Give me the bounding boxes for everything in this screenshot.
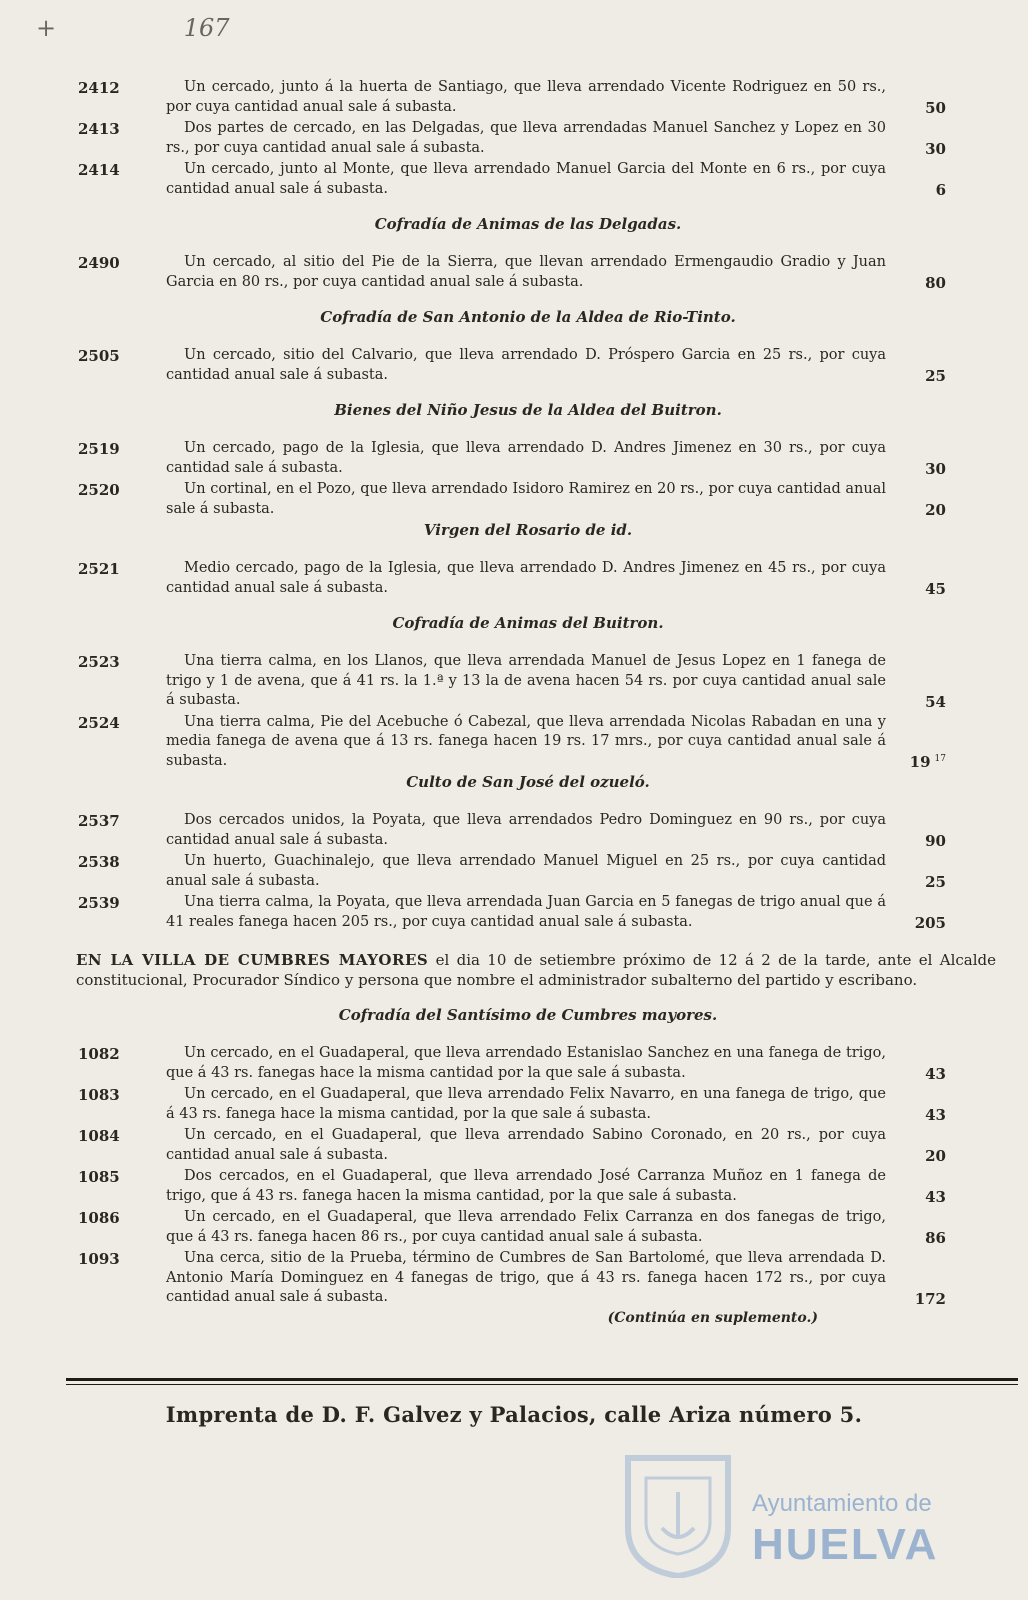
entry-amount <box>876 501 946 519</box>
amount-maravedis: 17 <box>934 754 946 764</box>
entry-amount <box>876 580 946 598</box>
entry-number: 2521 <box>78 560 120 578</box>
entry-number: 1085 <box>78 1168 120 1186</box>
footer-rule-thick <box>66 1378 1018 1381</box>
property-entry <box>78 1208 978 1247</box>
property-entry <box>78 160 978 199</box>
entry-amount <box>876 1147 946 1165</box>
entry-number: 1093 <box>78 1250 120 1268</box>
amount-value: 43 <box>925 1065 946 1083</box>
entry-description: Un cercado, al sitio del Pie de la Sierra, que llevan arrendado Ermengaudio Gradio y Juan Garcia en 80 rs., por cuya cantidad anual sale á subasta. <box>166 254 886 290</box>
property-entry <box>78 811 978 850</box>
property-entry <box>78 893 978 932</box>
property-entry <box>78 1249 978 1308</box>
amount-value: 30 <box>925 140 946 158</box>
entry-description: Una tierra calma, Pie del Acebuche ó Cabezal, que lleva arrendada Nicolas Rabadan en una y media fanega de avena que á 13 rs. fanega hacen 19 rs. 17 mrs., por cuya cantidad anual sale á subasta. <box>166 713 886 769</box>
property-entry <box>78 1044 978 1083</box>
entry-amount <box>876 1188 946 1206</box>
entry-amount <box>876 274 946 292</box>
amount-value: 43 <box>925 1106 946 1124</box>
entry-amount <box>876 693 946 711</box>
entry-description: Un cercado, sitio del Calvario, que lleva arrendado D. Próspero Garcia en 25 rs., por cuya cantidad anual sale á subasta. <box>166 347 886 383</box>
property-entry <box>78 852 978 891</box>
entry-number: 2412 <box>78 79 120 97</box>
section-heading: Bienes del Niño Jesus de la Aldea del Buitron. <box>334 401 722 419</box>
entry-number: 1082 <box>78 1045 120 1063</box>
amount-value: 205 <box>914 914 946 932</box>
entry-number: 2538 <box>78 853 120 871</box>
auction-intro-paragraph <box>76 950 996 990</box>
entry-description: Una tierra calma, en los Llanos, que lleva arrendada Manuel de Jesus Lopez en 1 fanega de trigo y 1 de avena, que á 41 rs. la 1.ª y 13 la de avena hacen 54 rs. por cuya cantidad anual sale á subasta. <box>166 653 886 708</box>
entry-number: 2413 <box>78 120 120 138</box>
listing-section-a <box>78 78 978 932</box>
entry-amount <box>876 460 946 478</box>
entry-number: 2519 <box>78 440 120 458</box>
entry-number: 2414 <box>78 161 120 179</box>
entry-description: Un cercado, en el Guadaperal, que lleva arrendado Sabino Coronado, en 20 rs., por cuya cantidad anual sale á subasta. <box>166 1127 886 1163</box>
watermark-line1: Ayuntamiento de <box>752 1490 932 1517</box>
amount-value: 19 <box>909 753 931 771</box>
amount-value: 6 <box>935 181 946 199</box>
entry-description: Un cercado, junto á la huerta de Santiago, que lleva arrendado Vicente Rodriguez en 50 rs., por cuya cantidad anual sale á subasta. <box>166 79 886 115</box>
amount-value: 172 <box>914 1289 946 1308</box>
property-entry <box>78 439 978 478</box>
entry-number: 1083 <box>78 1086 120 1104</box>
entry-number: 2537 <box>78 812 120 830</box>
entry-amount <box>876 1290 946 1308</box>
amount-value: 30 <box>925 460 946 478</box>
entry-amount <box>876 140 946 158</box>
margin-mark: + <box>36 14 57 42</box>
property-entry <box>78 78 978 117</box>
amount-value: 43 <box>925 1188 946 1206</box>
property-entry <box>78 713 978 772</box>
entry-number: 2490 <box>78 254 120 272</box>
entry-number: 2539 <box>78 894 120 912</box>
footer-rule-thin <box>66 1384 1018 1385</box>
amount-value: 20 <box>925 1147 946 1165</box>
folio-number: 167 <box>183 14 230 42</box>
watermark-line2: HUELVA <box>752 1520 939 1569</box>
property-entry <box>78 1126 978 1165</box>
entry-amount <box>876 181 946 199</box>
amount-value: 50 <box>925 99 946 117</box>
listing-section-b <box>78 1006 978 1308</box>
entry-description: Una cerca, sitio de la Prueba, término de Cumbres de San Bartolomé, que lleva arrendada D. Antonio María Dominguez en 4 fanegas de trigo, que á 43 rs. fanega hacen 172 rs., por cuya cantidad anual sale á subasta. <box>166 1250 886 1305</box>
property-entry <box>78 559 978 598</box>
amount-value: 25 <box>925 367 946 385</box>
entry-number: 1086 <box>78 1209 120 1227</box>
amount-value: 86 <box>925 1229 946 1247</box>
property-entry <box>78 480 978 519</box>
entry-description: Un cortinal, en el Pozo, que lleva arrendado Isidoro Ramirez en 20 rs., por cuya cantidad anual sale á subasta. <box>166 481 886 517</box>
property-entry <box>78 1085 978 1124</box>
section-heading: Cofradía de San Antonio de la Aldea de Rio-Tinto. <box>320 308 736 326</box>
entry-number: 2520 <box>78 481 120 499</box>
entry-amount <box>876 99 946 117</box>
amount-value: 80 <box>925 274 946 292</box>
section-heading: Virgen del Rosario de id. <box>423 521 633 539</box>
section-heading: Cofradía de Animas del Buitron. <box>392 614 664 632</box>
amount-value: 90 <box>925 832 946 850</box>
printer-imprint: Imprenta de D. F. Galvez y Palacios, calle Ariza número 5. <box>165 1402 863 1427</box>
continued-note: (Continúa en suplemento.) <box>607 1309 818 1326</box>
entry-description: Una tierra calma, la Poyata, que lleva arrendada Juan Garcia en 5 fanegas de trigo anual que á 41 reales fanega hacen 205 rs., por cuya cantidad anual sale á subasta. <box>166 894 886 930</box>
property-entry <box>78 253 978 292</box>
section-heading: Culto de San José del ozueló. <box>406 773 650 791</box>
entry-amount <box>876 367 946 385</box>
property-entry <box>78 652 978 711</box>
entry-amount <box>876 1229 946 1247</box>
listing-body <box>76 78 996 1326</box>
entry-description: Un cercado, en el Guadaperal, que lleva arrendado Estanislao Sanchez en una fanega de trigo, que á 43 rs. fanegas hace la misma cantidad por la que sale á subasta. <box>166 1045 886 1081</box>
property-entry <box>78 119 978 158</box>
entry-amount <box>876 832 946 850</box>
entry-number: 1084 <box>78 1127 120 1145</box>
intro-rest: el dia 10 de setiembre próximo de 12 á 2 de la tarde, ante el Alcalde constitucional, Procurador Síndico y persona que nombre el administrador subalterno del partido y escribano. <box>76 951 996 989</box>
margin-annotations <box>36 14 350 42</box>
property-entry <box>78 346 978 385</box>
amount-value: 54 <box>925 692 946 711</box>
section-heading: Cofradía del Santísimo de Cumbres mayores. <box>338 1006 718 1024</box>
entry-description: Un huerto, Guachinalejo, que lleva arrendado Manuel Miguel en 25 rs., por cuya cantidad anual sale á subasta. <box>166 853 886 889</box>
entry-description: Un cercado, junto al Monte, que lleva arrendado Manuel Garcia del Monte en 6 rs., por cuya cantidad anual sale á subasta. <box>166 161 886 197</box>
property-entry <box>78 1167 978 1206</box>
entry-description: Dos partes de cercado, en las Delgadas, que lleva arrendadas Manuel Sanchez y Lopez en 30 rs., por cuya cantidad anual sale á subasta. <box>166 120 886 156</box>
entry-description: Dos cercados, en el Guadaperal, que lleva arrendado José Carranza Muñoz en 1 fanega de trigo, que á 43 rs. fanega hacen la misma cantidad, por la que sale á subasta. <box>166 1168 886 1204</box>
entry-amount <box>876 873 946 891</box>
entry-number: 2505 <box>78 347 120 365</box>
entry-description: Un cercado, en el Guadaperal, que lleva arrendado Felix Navarro, en una fanega de trigo, que á 43 rs. fanega hace la misma cantidad, por la que sale á subasta. <box>166 1086 886 1122</box>
entry-amount <box>876 1065 946 1083</box>
entry-amount <box>876 1106 946 1124</box>
entry-number: 2523 <box>78 653 120 671</box>
section-heading: Cofradía de Animas de las Delgadas. <box>374 215 682 233</box>
entry-description: Un cercado, en el Guadaperal, que lleva arrendado Felix Carranza en dos fanegas de trigo, que á 43 rs. fanega hacen 86 rs., por cuya cantidad anual sale á subasta. <box>166 1209 886 1245</box>
entry-amount <box>876 914 946 932</box>
amount-value: 20 <box>925 501 946 519</box>
entry-number: 2524 <box>78 713 120 732</box>
intro-lead: EN LA VILLA DE CUMBRES MAYORES <box>76 951 429 969</box>
entry-amount <box>876 753 946 771</box>
amount-value: 45 <box>925 580 946 598</box>
entry-description: Medio cercado, pago de la Iglesia, que lleva arrendado D. Andres Jimenez en 45 rs., por cuya cantidad anual sale á subasta. <box>166 560 886 596</box>
entry-description: Un cercado, pago de la Iglesia, que lleva arrendado D. Andres Jimenez en 30 rs., por cuya cantidad sale á subasta. <box>166 440 886 476</box>
amount-value: 25 <box>925 873 946 891</box>
entry-description: Dos cercados unidos, la Poyata, que lleva arrendados Pedro Dominguez en 90 rs., por cuya cantidad anual sale á subasta. <box>166 812 886 848</box>
